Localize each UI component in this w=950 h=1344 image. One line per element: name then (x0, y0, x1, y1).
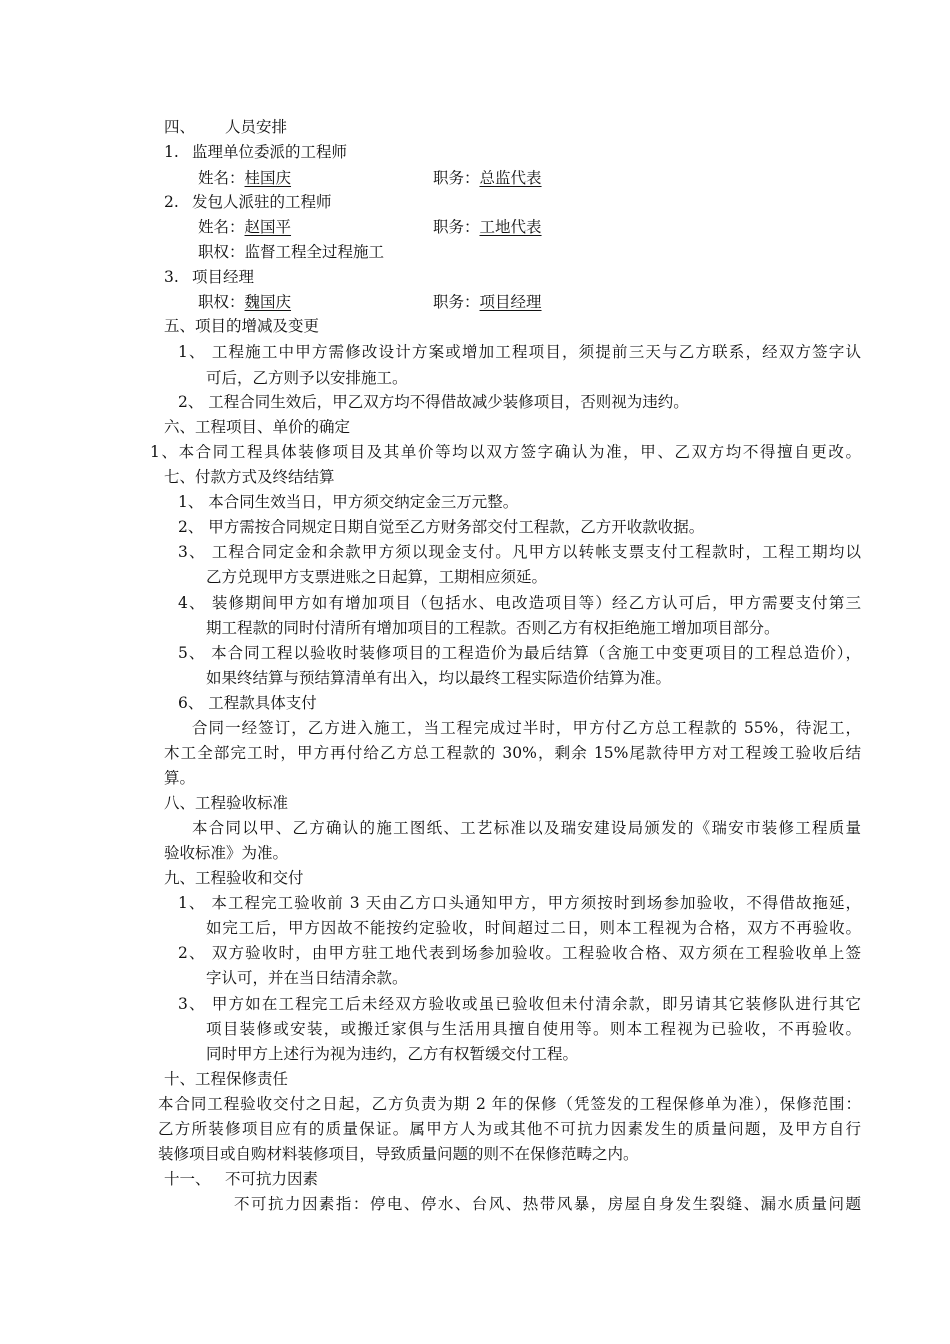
s11-heading-num: 十一、 (164, 1170, 211, 1188)
name-value: 赵国平 (244, 218, 292, 236)
s10-heading: 十、工程保修责任 (164, 1070, 289, 1088)
duty-label: 职务： (433, 218, 480, 236)
s5-p2: 2、 工程合同生效后，甲乙双方均不得借故减少装修项目，否则视为违约。 (178, 393, 689, 411)
s6-heading: 六、工程项目、单价的确定 (164, 418, 351, 436)
s7-p6-title: 6、 工程款具体支付 (178, 694, 317, 712)
s11-heading-text: 不可抗力因素 (225, 1170, 319, 1188)
s10-body-line1: 本合同工程验收交付之日起，乙方负责为期 2 年的保修（凭签发的工程保修单为准），保修范围： (158, 1095, 861, 1113)
s5-p1-line1: 1、 工程施工中甲方需修改设计方案或增加工程项目，须提前三天与乙方联系，经双方签字认 (178, 343, 861, 361)
duty-value: 总监代表 (479, 169, 542, 187)
s4-i3-title: 项目经理 (192, 268, 255, 286)
s7-p3-line2: 乙方兑现甲方支票进账之日起算，工期相应须延。 (206, 568, 548, 586)
s9-p1-line1: 1、 本工程完工验收前 3 天由乙方口头通知甲方，甲方须按时到场参加验收，不得借故拖延， (178, 894, 861, 912)
s7-p5-line1: 5、 本合同工程以验收时装修项目的工程造价为最后结算（含施工中变更项目的工程总造价）， (178, 644, 861, 662)
s7-p6-body-line2: 木工全部完工时，甲方再付给乙方总工程款的 30%，剩余 15%尾款待甲方对工程竣工验收后结 (164, 744, 861, 762)
duty-value: 项目经理 (479, 293, 542, 311)
s7-p4-line1: 4、 装修期间甲方如有增加项目（包括水、电改造项目等）经乙方认可后，甲方需要支付第三 (178, 594, 861, 612)
s9-p1-line2: 如完工后，甲方因故不能按约定验收，时间超过二日，则本工程视为合格，双方不再验收。 (206, 919, 861, 937)
s9-heading: 九、工程验收和交付 (164, 869, 304, 887)
s4-heading-text: 人员安排 (225, 118, 288, 136)
s7-p6-body-line1: 合同一经签订，乙方进入施工，当工程完成过半时，甲方付乙方总工程款的 55%，待泥工， (192, 719, 861, 737)
s6-p1: 1、本合同工程具体装修项目及其单价等均以双方签字确认为准，甲、乙双方均不得擅自更改。 (150, 443, 861, 461)
s9-p2-line2: 字认可，并在当日结清余款。 (206, 969, 408, 987)
duty-value: 工地代表 (479, 218, 542, 236)
s10-body-line3: 装修项目或自购材料装修项目，导致质量问题的则不在保修范畴之内。 (158, 1145, 639, 1163)
s4-i2-duty (433, 215, 542, 240)
s7-p6-body-line3: 算。 (164, 769, 196, 787)
s4-i2-name (198, 215, 291, 240)
s4-i3-num: 3. (164, 268, 179, 286)
s4-i1-name (198, 166, 291, 191)
s4-i3-duty (433, 290, 542, 315)
s10-body-line2: 乙方所装修项目应有的质量保证。属甲方人为或其他不可抗力因素发生的质量问题，及甲方自行 (158, 1120, 861, 1138)
s7-p3-line1: 3、 工程合同定金和余款甲方须以现金支付。凡甲方以转帐支票支付工程款时，工程工期均以 (178, 543, 861, 561)
s9-p3-line3: 同时甲方上述行为视为违约，乙方有权暂缓交付工程。 (206, 1045, 579, 1063)
s8-body-line1: 本合同以甲、乙方确认的施工图纸、工艺标准以及瑞安建设局颁发的《瑞安市装修工程质量 (192, 819, 861, 837)
s11-body-line1: 不可抗力因素指：停电、停水、台风、热带风暴，房屋自身发生裂缝、漏水质量问题 (234, 1195, 861, 1213)
s4-i1-title: 监理单位委派的工程师 (192, 143, 348, 161)
s7-p5-line2: 如果终结算与预结算清单有出入，均以最终工程实际造价结算为准。 (206, 669, 672, 687)
s7-p1: 1、 本合同生效当日，甲方须交纳定金三万元整。 (178, 493, 519, 511)
auth-value: 魏国庆 (244, 293, 292, 311)
s4-i1-num: 1. (164, 143, 179, 161)
s9-p3-line2: 项目装修或安装，或搬迁家俱与生活用具擅自使用等。则本工程视为已验收，不再验收。 (206, 1020, 861, 1038)
duty-label: 职务： (433, 169, 480, 187)
s4-i2-auth: 职权：监督工程全过程施工 (198, 243, 385, 261)
auth-label: 职权： (198, 293, 245, 311)
s4-i2-title: 发包人派驻的工程师 (192, 193, 332, 211)
s7-heading: 七、付款方式及终结结算 (164, 468, 335, 486)
s5-p1-line2: 可后，乙方则予以安排施工。 (206, 369, 408, 387)
name-label: 姓名： (198, 169, 245, 187)
s5-heading: 五、项目的增减及变更 (164, 317, 320, 335)
s9-p2-line1: 2、 双方验收时，由甲方驻工地代表到场参加验收。工程验收合格、双方须在工程验收单上签 (178, 944, 861, 962)
s9-p3-line1: 3、 甲方如在工程完工后未经双方验收或虽已验收但未付清余款，即另请其它装修队进行其它 (178, 995, 861, 1013)
s4-i2-num: 2. (164, 193, 179, 211)
name-value: 桂国庆 (244, 169, 292, 187)
s4-i1-duty (433, 166, 542, 191)
s7-p2: 2、 甲方需按合同规定日期自觉至乙方财务部交付工程款，乙方开收款收据。 (178, 518, 705, 536)
s4-i3-auth (198, 290, 291, 315)
s8-body-line2: 验收标准》为准。 (164, 844, 289, 862)
name-label: 姓名： (198, 218, 245, 236)
s7-p4-line2: 期工程款的同时付清所有增加项目的工程款。否则乙方有权拒绝施工增加项目部分。 (206, 619, 780, 637)
s8-heading: 八、工程验收标准 (164, 794, 289, 812)
s4-heading-num: 四、 (164, 118, 196, 136)
duty-label: 职务： (433, 293, 480, 311)
